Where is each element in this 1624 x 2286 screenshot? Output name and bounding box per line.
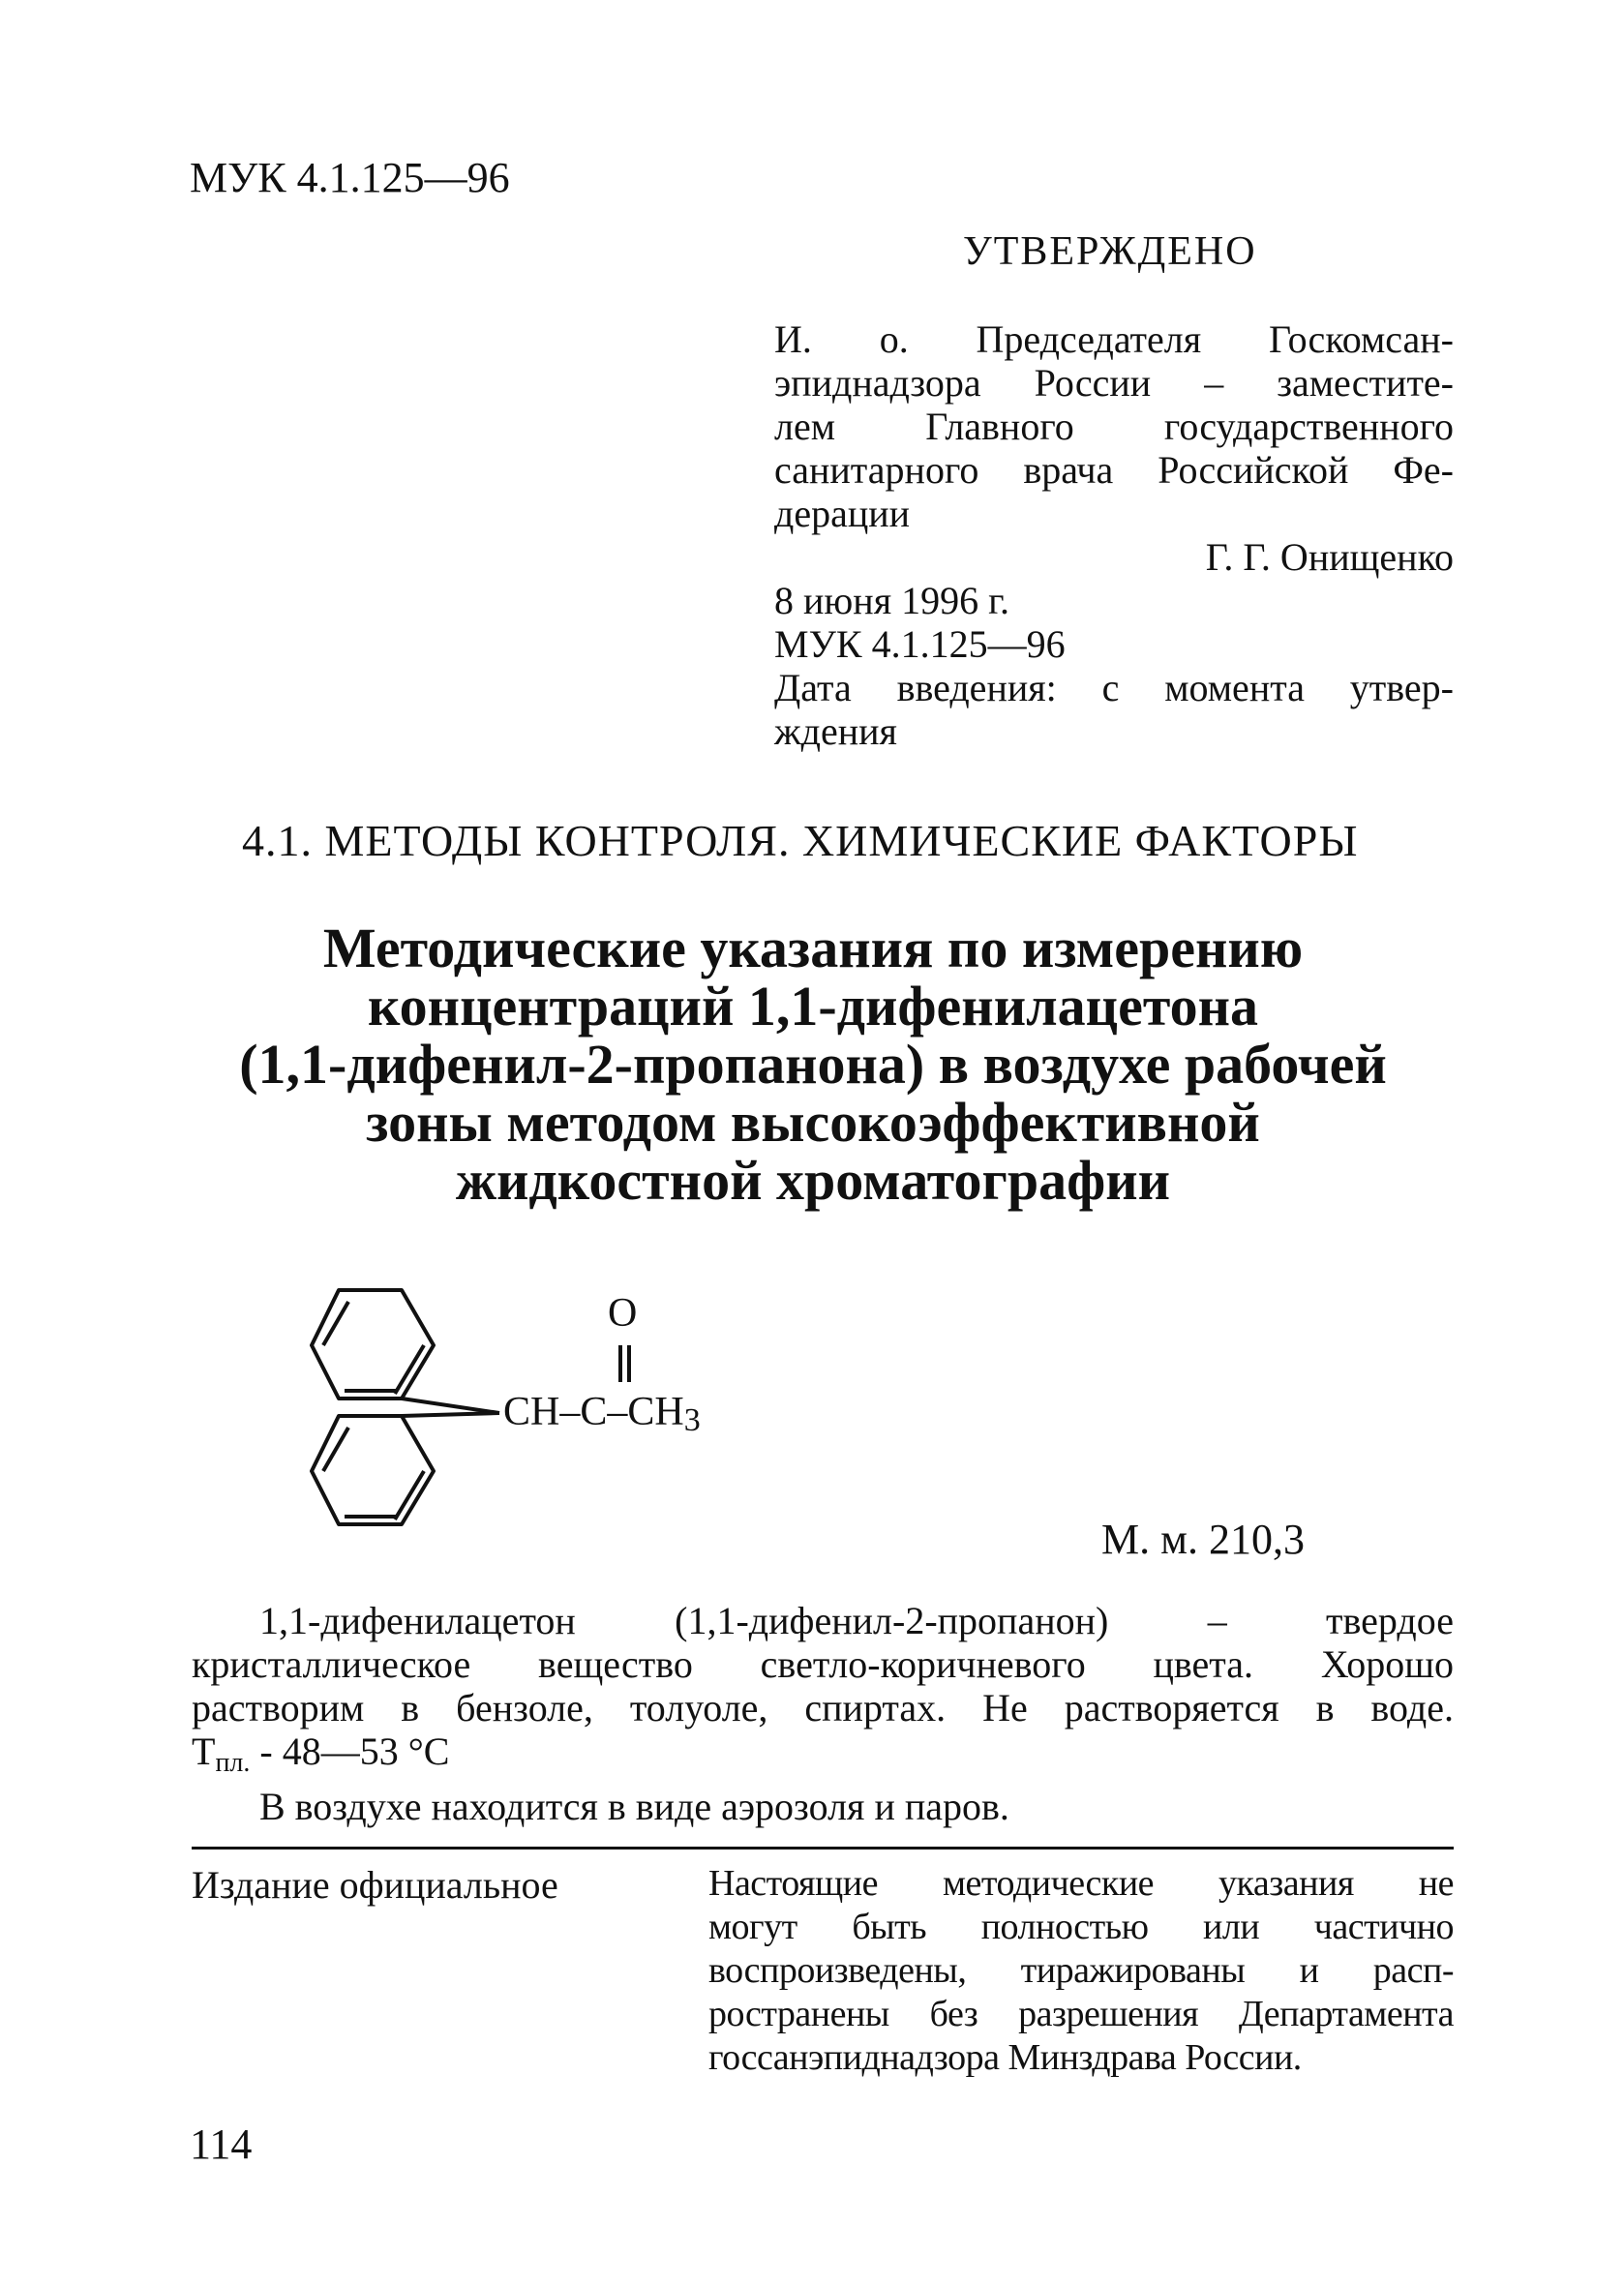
notice-line: могут быть полностью или частично xyxy=(708,1907,1454,1947)
signatory-name: Г. Г. Онищенко xyxy=(1205,535,1454,579)
chain-label xyxy=(503,1390,701,1438)
oxygen-label: O xyxy=(608,1291,638,1336)
approval-line: лем Главного государственного xyxy=(774,405,1454,448)
melting-subscript: пл. xyxy=(215,1748,251,1778)
chain-text: CH–C–CH xyxy=(503,1390,684,1434)
approval-block xyxy=(774,317,1454,753)
description-line: кристаллическое вещество светло-коричневого цвета. Хорошо xyxy=(192,1642,1454,1686)
document-title xyxy=(145,919,1481,1210)
approval-doc-code: МУК 4.1.125—96 xyxy=(774,622,1066,666)
footer-divider xyxy=(192,1847,1454,1850)
approval-line: эпиднадзора России – заместите- xyxy=(774,361,1454,405)
notice-line: Настоящие методические указания не xyxy=(708,1863,1454,1904)
approval-line: дерации xyxy=(774,492,911,535)
title-line: (1,1-дифенил-2-пропанона) в воздухе рабочей xyxy=(239,1033,1387,1096)
title-line: концентраций 1,1-дифенилацетона xyxy=(368,975,1258,1038)
introduction-date-line: Дата введения: с момента утвер- xyxy=(774,666,1454,709)
edition-label: Издание официальное xyxy=(192,1863,558,1907)
approval-line: санитарного врача Российской Фе- xyxy=(774,448,1454,492)
physical-state: В воздухе находится в виде аэрозоля и паров. xyxy=(259,1785,1009,1828)
melting-symbol: Т xyxy=(192,1730,216,1773)
approval-date: 8 июня 1996 г. xyxy=(774,579,1009,622)
notice-line: воспроизведены, тиражированы и расп- xyxy=(708,1950,1454,1991)
description-line: растворим в бензоле, толуоле, спиртах. Не растворяется в воде. xyxy=(192,1686,1454,1730)
approved-label: УТВЕРЖДЕНО xyxy=(963,229,1257,274)
section-heading: 4.1. МЕТОДЫ КОНТРОЛЯ. ХИМИЧЕСКИЕ ФАКТОРЫ xyxy=(242,816,1359,865)
description-line: 1,1-дифенилацетон (1,1-дифенил-2-пропанон) – твердое xyxy=(259,1599,1454,1642)
notice-line: ространены без разрешения Департамента xyxy=(708,1994,1454,2034)
title-line: Методические указания по измерению xyxy=(322,917,1304,979)
description-paragraph xyxy=(192,1599,1454,1828)
notice-line: госсанэпиднадзора Минздрава России. xyxy=(708,2037,1302,2078)
chain-subscript: 3 xyxy=(683,1402,701,1438)
molecular-mass: М. м. 210,3 xyxy=(1101,1516,1305,1563)
bond-lower xyxy=(402,1413,499,1416)
benzene-ring-lower xyxy=(312,1416,434,1524)
title-line: зоны методом высокоэффективной xyxy=(366,1091,1260,1154)
melting-point xyxy=(192,1730,1454,1785)
copyright-notice xyxy=(708,1862,1454,2080)
structural-formula xyxy=(310,1258,794,1549)
bond-upper xyxy=(402,1399,499,1413)
document-code: МУК 4.1.125—96 xyxy=(190,154,510,201)
introduction-date-line: ждения xyxy=(774,709,897,753)
page-number: 114 xyxy=(190,2121,253,2168)
title-line: жидкостной хроматографии xyxy=(455,1149,1171,1212)
melting-value: - 48—53 °С xyxy=(250,1730,450,1773)
approval-line: И. о. Председателя Госкомсан- xyxy=(774,317,1454,361)
benzene-ring-upper xyxy=(312,1290,434,1399)
